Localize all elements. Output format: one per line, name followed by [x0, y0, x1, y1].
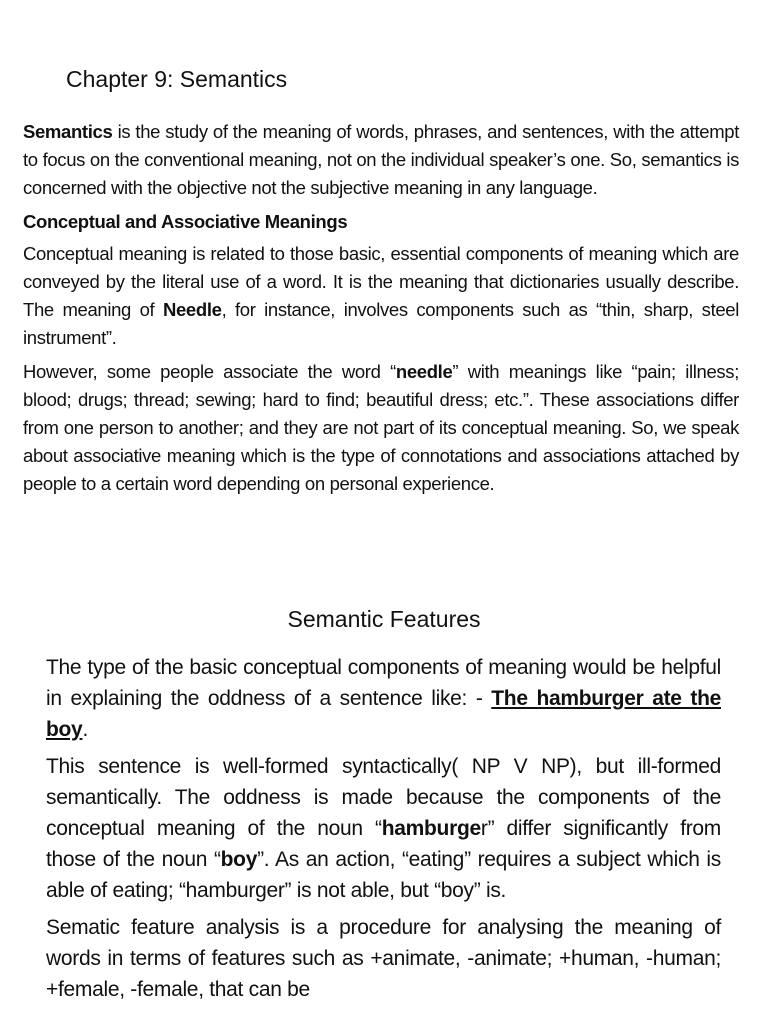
- example-sentence: The hamburger ate the boy: [46, 687, 721, 741]
- intro-definition: is the study of the meaning of words, phrases, and sentences, with the attempt to focus on the conventional meaning, not on the individual speaker’s one. So, semantics is concerned with the objective not the subjective meaning in any language.: [23, 121, 739, 198]
- conceptual-text-end: , for instance, involves components such as “thin, sharp, steel instrument”.: [23, 299, 739, 348]
- intro-paragraph: [23, 118, 739, 202]
- term-semantics: Semantics: [23, 121, 113, 142]
- associative-paragraph: [23, 358, 739, 498]
- associative-text-end: ” with meanings like “pain; illness; blood; drugs; thread; sewing; hard to find; beautiful dress; etc.”. These associations differ from one person to another; and they are not part of its conceptual meaning. So, we speak about associative meaning which is the type of connotations and associations attached by people to a certain word depending on personal experience.: [23, 361, 739, 494]
- features-text-1: The type of the basic conceptual components of meaning would be helpful in explaining the oddness of a sentence like: -: [46, 656, 721, 710]
- features-text-2a: This sentence is well-formed syntactically( NP V NP), but ill-formed semantically. The oddness is made because the components of the conceptual meaning of the noun “: [46, 755, 721, 840]
- chapter-title: Chapter 9: Semantics: [66, 66, 288, 92]
- features-paragraph-1: [46, 652, 721, 745]
- term-needle: Needle: [162, 299, 222, 320]
- term-hamburger: hamburge: [381, 817, 481, 840]
- section-semantic-features: [46, 652, 721, 1011]
- conceptual-paragraph: [23, 240, 739, 352]
- term-boy: boy: [220, 848, 258, 871]
- features-text-1-end: .: [82, 718, 88, 741]
- features-text-2b: r” differ significantly from those of the noun “: [46, 817, 721, 871]
- conceptual-associative-heading: Conceptual and Associative Meanings: [23, 211, 348, 232]
- associative-text-start: However, some people associate the word “: [23, 361, 396, 382]
- section-semantics: [23, 118, 739, 504]
- features-paragraph-3: Sematic feature analysis is a procedure for analysing the meaning of words in terms of features such as +animate, -animate; +human, -human; +female, -female, that can be: [46, 916, 721, 1001]
- semantic-features-heading: Semantic Features: [287, 606, 481, 632]
- term-needle-lower: needle: [395, 361, 453, 382]
- conceptual-text-start: Conceptual meaning is related to those basic, essential components of meaning which are conveyed by the literal use of a word. It is the meaning that dictionaries usually describe. The meaning of: [23, 243, 739, 320]
- features-text-2c: ”. As an action, “eating” requires a subject which is able of eating; “hamburger” is not able, but “boy” is.: [46, 848, 721, 902]
- features-paragraph-2: [46, 751, 721, 906]
